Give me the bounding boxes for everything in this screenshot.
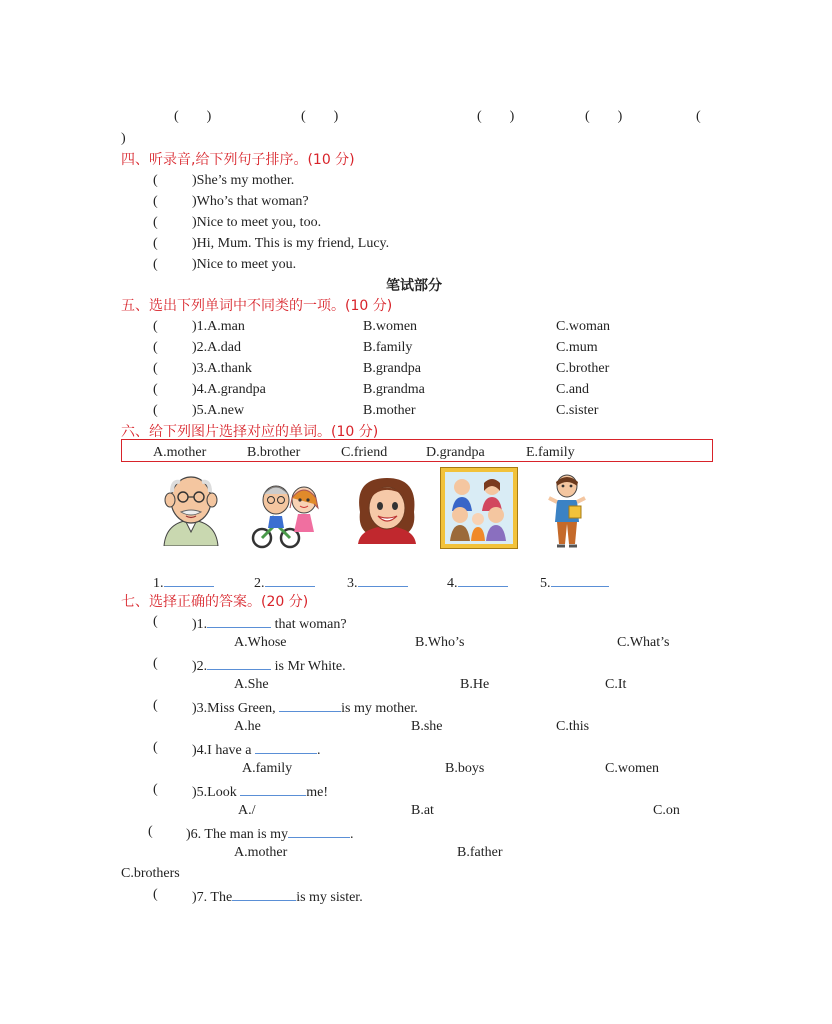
answer-number: 5. xyxy=(540,576,551,591)
answer-blank[interactable] xyxy=(288,823,350,838)
option-c: C.women xyxy=(605,761,660,776)
friends-picture xyxy=(248,478,324,550)
option-b: B.grandpa xyxy=(363,361,421,376)
answer-blank[interactable] xyxy=(164,572,214,587)
question-text: . xyxy=(350,827,354,842)
question-number: )7. The xyxy=(192,890,233,905)
option-c: C.brothers xyxy=(121,866,180,881)
option-c: C.on xyxy=(653,803,680,818)
option-a: A.She xyxy=(234,677,269,692)
option-b: B.she xyxy=(411,719,443,734)
question-text: me! xyxy=(306,785,328,800)
answer-paren: ( xyxy=(153,614,158,629)
option-b: B.father xyxy=(457,845,503,860)
grandpa-picture xyxy=(158,472,224,546)
word-bank-box xyxy=(121,439,713,462)
answer-paren: ( xyxy=(153,887,158,902)
question-number: )5.Look xyxy=(192,785,241,800)
answer-paren: ( xyxy=(153,340,158,355)
option-c: C.sister xyxy=(556,403,599,418)
picture-answer-1 xyxy=(153,572,214,593)
option-a: A.family xyxy=(242,761,293,776)
option-c: C.It xyxy=(605,677,627,692)
option-a: )1.A.man xyxy=(192,319,245,334)
answer-paren: ( xyxy=(153,194,158,209)
option-c: C.and xyxy=(556,382,590,397)
written-part-heading: 笔试部分 xyxy=(386,278,442,294)
option-a: A.Whose xyxy=(234,635,287,650)
sentence: )Nice to meet you. xyxy=(192,257,297,272)
answer-paren: ( ) xyxy=(585,109,623,124)
option-a: A.he xyxy=(234,719,261,734)
answer-number: 4. xyxy=(447,576,458,591)
picture-answer-3 xyxy=(347,572,408,593)
answer-blank[interactable] xyxy=(255,739,317,754)
option-a: )5.A.new xyxy=(192,403,245,418)
sentence: )Nice to meet you, too. xyxy=(192,215,322,230)
answer-paren: ( xyxy=(153,740,158,755)
question-text: is my sister. xyxy=(296,890,363,905)
answer-paren: ( xyxy=(153,698,158,713)
option-c: C.this xyxy=(556,719,590,734)
option-a: )4.A.grandpa xyxy=(192,382,266,397)
answer-blank[interactable] xyxy=(458,572,508,587)
word-bank-word: B.brother xyxy=(247,445,301,460)
answer-paren: ( xyxy=(153,782,158,797)
answer-blank[interactable] xyxy=(232,886,296,901)
question xyxy=(192,655,346,676)
answer-blank[interactable] xyxy=(551,572,609,587)
option-b: B.family xyxy=(363,340,413,355)
section4-title: 四、听录音,给下列句子排序。(10 分) xyxy=(121,152,355,168)
answer-paren: ( xyxy=(153,257,158,272)
option-c: C.mum xyxy=(556,340,598,355)
section6-title: 六、给下列图片选择对应的单词。(10 分) xyxy=(121,424,379,440)
section5-title: 五、选出下列单词中不同类的一项。(10 分) xyxy=(121,298,393,314)
question-text: . xyxy=(316,743,321,758)
picture-answer-5 xyxy=(540,572,609,593)
section7-title: 七、选择正确的答案。(20 分) xyxy=(121,594,309,610)
option-a: A.mother xyxy=(234,845,288,860)
question-text: is Mr White. xyxy=(271,659,346,674)
question-number: )1. xyxy=(192,617,208,632)
option-c: C.brother xyxy=(556,361,610,376)
answer-paren: ( xyxy=(153,361,158,376)
option-b: B.Who’s xyxy=(415,635,465,650)
word-bank-word: E.family xyxy=(526,445,575,460)
answer-number: 1. xyxy=(153,576,164,591)
question-number: )2. xyxy=(192,659,208,674)
question xyxy=(192,613,347,634)
question xyxy=(192,697,418,718)
sentence: )She’s my mother. xyxy=(192,173,295,188)
question-text: is my mother. xyxy=(341,701,418,716)
option-b: B.grandma xyxy=(363,382,425,397)
answer-paren: ( xyxy=(153,382,158,397)
option-c: C.What’s xyxy=(617,635,670,650)
answer-blank[interactable] xyxy=(207,613,271,628)
option-a: )2.A.dad xyxy=(192,340,241,355)
answer-blank[interactable] xyxy=(207,655,271,670)
option-c: C.woman xyxy=(556,319,611,334)
answer-blank[interactable] xyxy=(279,697,341,712)
question xyxy=(192,739,320,760)
family-picture xyxy=(440,467,518,549)
answer-blank[interactable] xyxy=(265,572,315,587)
option-b: B.at xyxy=(411,803,434,818)
question xyxy=(192,886,363,907)
sentence: )Hi, Mum. This is my friend, Lucy. xyxy=(192,236,390,251)
answer-number: 2. xyxy=(254,576,265,591)
answer-number: 3. xyxy=(347,576,358,591)
question-text: that woman? xyxy=(271,617,347,632)
answer-paren: ( ) xyxy=(174,109,212,124)
option-a: A./ xyxy=(238,803,256,818)
answer-paren: ( xyxy=(153,215,158,230)
answer-paren: ( ) xyxy=(301,109,339,124)
picture-answer-4 xyxy=(447,572,508,593)
question xyxy=(186,823,354,844)
answer-paren: ( xyxy=(153,656,158,671)
answer-paren: ( ) xyxy=(477,109,515,124)
option-b: B.boys xyxy=(445,761,485,776)
question xyxy=(192,781,328,802)
answer-paren: ( xyxy=(153,319,158,334)
word-bank-word: A.mother xyxy=(153,445,207,460)
option-b: B.He xyxy=(460,677,490,692)
option-b: B.women xyxy=(363,319,418,334)
question-number: )6. The man is my xyxy=(186,827,289,842)
answer-blank[interactable] xyxy=(358,572,408,587)
question-number: )3.Miss Green, xyxy=(192,701,280,716)
answer-paren-close: ) xyxy=(121,131,126,146)
answer-paren: ( xyxy=(153,403,158,418)
word-bank-word: D.grandpa xyxy=(426,445,485,460)
question-number: )4.I have a xyxy=(192,743,255,758)
sentence: )Who’s that woman? xyxy=(192,194,309,209)
answer-paren: ( xyxy=(153,173,158,188)
answer-blank[interactable] xyxy=(240,781,306,796)
answer-paren: ( xyxy=(148,824,153,839)
option-a: )3.A.thank xyxy=(192,361,252,376)
brother-picture xyxy=(545,472,589,550)
option-b: B.mother xyxy=(363,403,416,418)
answer-paren: ( xyxy=(153,236,158,251)
word-bank-word: C.friend xyxy=(341,445,388,460)
picture-answer-2 xyxy=(254,572,315,593)
mother-picture xyxy=(352,472,422,544)
answer-paren: ( xyxy=(696,109,701,124)
